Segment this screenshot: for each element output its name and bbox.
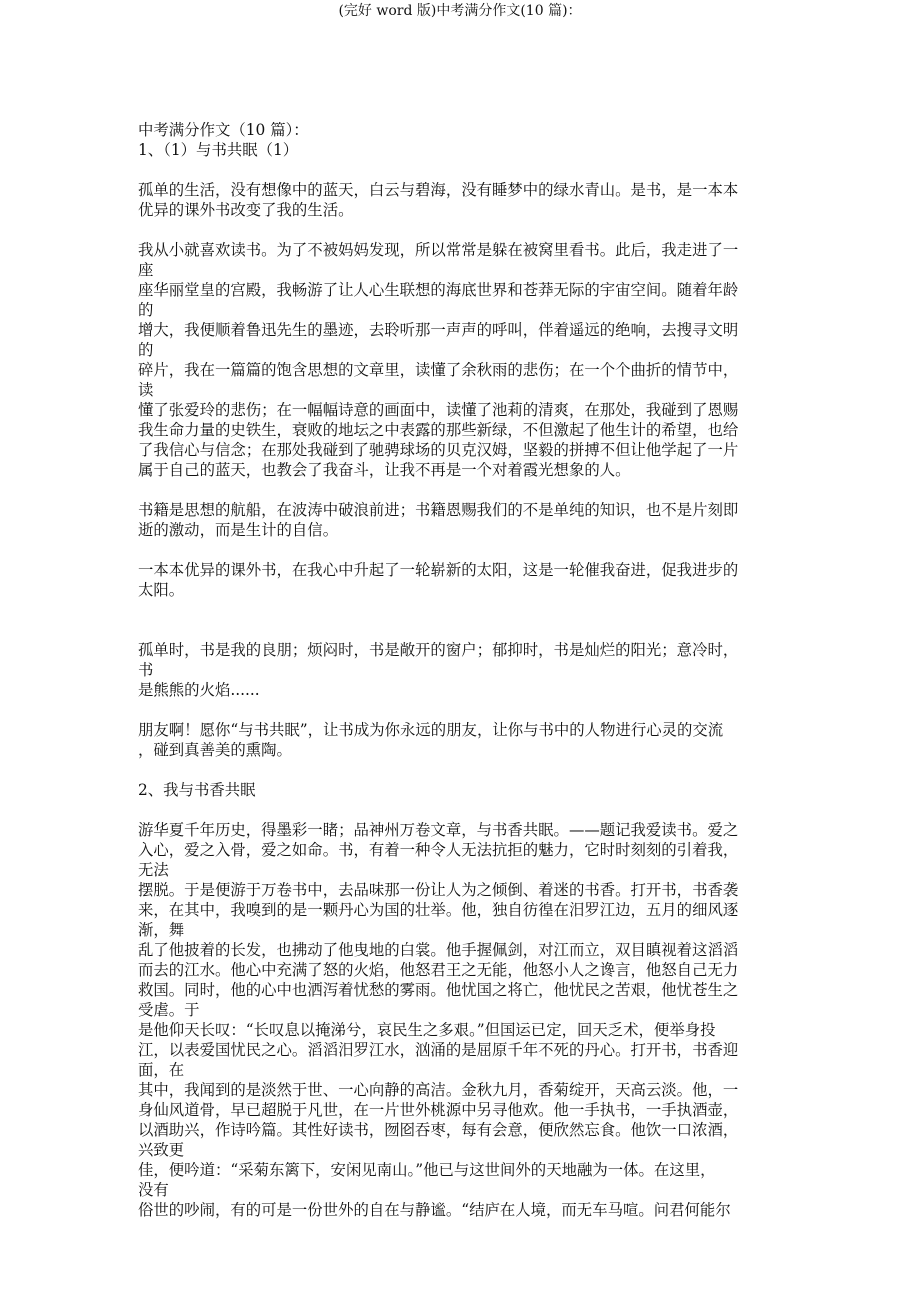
text-line: 江，以表爱国忧民之心。滔滔汨罗江水，汹涌的是屈原千年不死的丹心。打开书，书香迎 (138, 1041, 739, 1059)
blank-line (138, 800, 778, 820)
text-line: 受虐。于 (138, 1001, 200, 1019)
text-line: 书籍是思想的航船，在波涛中破浪前进；书籍恩赐我们的不是单纯的知识，也不是片刻即 (138, 501, 739, 519)
blank-line (138, 620, 778, 640)
text-line: 摆脱。于是便游于万卷书中，去品味那一份让人为之倾倒、着迷的书香。打开书，书香袭 (138, 881, 739, 899)
text-line: 面，在 (138, 1061, 185, 1079)
text-line: ，碰到真善美的熏陶。 (138, 741, 292, 759)
text-line: 以酒助兴，作诗吟篇。其性好读书，囫囵吞枣，每有会意，便欣然忘食。他饮一口浓酒， (138, 1121, 739, 1139)
text-line: 孤单的生活，没有想像中的蓝天，白云与碧海，没有睡梦中的绿水青山。是书，是一本本 (138, 181, 739, 199)
blank-line (138, 220, 778, 240)
text-line: 的 (138, 301, 154, 319)
text-line: 来，在其中，我嗅到的是一颗丹心为国的壮举。他，独自彷徨在汨罗江边，五月的细风逐 (138, 901, 739, 919)
blank-line (138, 700, 778, 720)
text-line: 孤单时，书是我的良朋；烦闷时，书是敞开的窗户；郁抑时，书是灿烂的阳光；意冷时， (138, 641, 739, 659)
text-line: 游华夏千年历史，得墨彩一睹；品神州万卷文章，与书香共眠。——题记我爱读书。爱之 (138, 821, 739, 839)
text-line: 无法 (138, 861, 169, 879)
text-line: 1、（1）与书共眠（1） (138, 141, 299, 159)
text-line: 碎片，我在一篇篇的饱含思想的文章里，读懂了余秋雨的悲伤；在一个个曲折的情节中， (138, 361, 739, 379)
text-line: 太阳。 (138, 581, 185, 599)
text-line: 座 (138, 261, 154, 279)
text-line: 读 (138, 381, 154, 399)
text-line: 渐，舞 (138, 921, 185, 939)
blank-line (138, 600, 778, 620)
text-line: 属于自己的蓝天，也教会了我奋斗，让我不再是一个对着霞光想象的人。 (138, 461, 631, 479)
text-line: 朋友啊！愿你“与书共眠”，让书成为你永远的朋友，让你与书中的人物进行心灵的交流 (138, 721, 724, 739)
text-line: 身仙风道骨，早已超脱于凡世，在一片世外桃源中另寻他欢。他一手执书，一手执酒壶， (138, 1101, 739, 1119)
text-line: 我生命力量的史铁生，衰败的地坛之中表露的那些新绿，不但激起了他生计的希望，也给 (138, 421, 739, 439)
text-line: 优异的课外书改变了我的生活。 (138, 201, 354, 219)
document-body (138, 120, 778, 1220)
text-line: 救国。同时，他的心中也洒泻着忧愁的雾雨。他忧国之将亡，他忧民之苦艰，他忧苍生之 (138, 981, 739, 999)
text-line: 书 (138, 661, 154, 679)
text-line: 的 (138, 341, 154, 359)
text-line: 佳，便吟道：“采菊东篱下，安闲见南山。”他已与这世间外的天地融为一体。在这里， (138, 1161, 716, 1179)
blank-line (138, 160, 778, 180)
text-line: 2、我与书香共眠 (138, 781, 256, 799)
blank-line (138, 540, 778, 560)
text-line: 其中，我闻到的是淡然于世、一心向静的高洁。金秋九月，香菊绽开，天高云淡。他，一 (138, 1081, 739, 1099)
text-line: 了我信心与信念；在那处我碰到了驰骋球场的贝克汉姆，坚毅的拼搏不但让他学起了一片 (138, 441, 739, 459)
text-line: 兴致更 (138, 1141, 185, 1159)
blank-line (138, 480, 778, 500)
text-line: 懂了张爱玲的悲伤；在一幅幅诗意的画面中，读懂了池莉的清爽，在那处，我碰到了恩赐 (138, 401, 739, 419)
text-line: 中考满分作文（10 篇）： (138, 121, 309, 139)
text-line: 没有 (138, 1181, 169, 1199)
text-line: 逝的激动，而是生计的自信。 (138, 521, 339, 539)
blank-line (138, 760, 778, 780)
text-line: 座华丽堂皇的宫殿，我畅游了让人心生联想的海底世界和苍莽无际的宇宙空间。随着年龄 (138, 281, 739, 299)
text-line: 是熊熊的火焰...... (138, 681, 260, 699)
text-line: 增大，我便顺着鲁迅先生的墨迹，去聆听那一声声的呼叫，伴着遥远的绝响，去搜寻文明 (138, 321, 739, 339)
text-line: 而去的江水。他心中充满了怒的火焰，他怒君王之无能，他怒小人之谗言，他怒自己无力 (138, 961, 739, 979)
text-line: 俗世的吵闹，有的可是一份世外的自在与静谧。“结庐在人境，而无车马喧。问君何能尔 (138, 1201, 731, 1219)
text-line: 入心，爱之入骨，爱之如命。书，有着一种令人无法抗拒的魅力，它时时刻刻的引着我， (138, 841, 739, 859)
text-line: 我从小就喜欢读书。为了不被妈妈发现，所以常常是躲在被窝里看书。此后，我走进了一 (138, 241, 739, 259)
page-header-title: (完好 word 版)中考满分作文(10 篇)： (338, 3, 582, 19)
text-line: 一本本优异的课外书，在我心中升起了一轮崭新的太阳，这是一轮催我奋进，促我进步的 (138, 561, 739, 579)
text-line: 乱了他披着的长发，也拂动了他曳地的白裳。他手握佩剑，对江而立，双目瞋视着这滔滔 (138, 941, 739, 959)
text-line: 是他仰天长叹：“长叹息以掩涕兮，哀民生之多艰。”但国运已定，回天乏术，便举身投 (138, 1021, 716, 1039)
